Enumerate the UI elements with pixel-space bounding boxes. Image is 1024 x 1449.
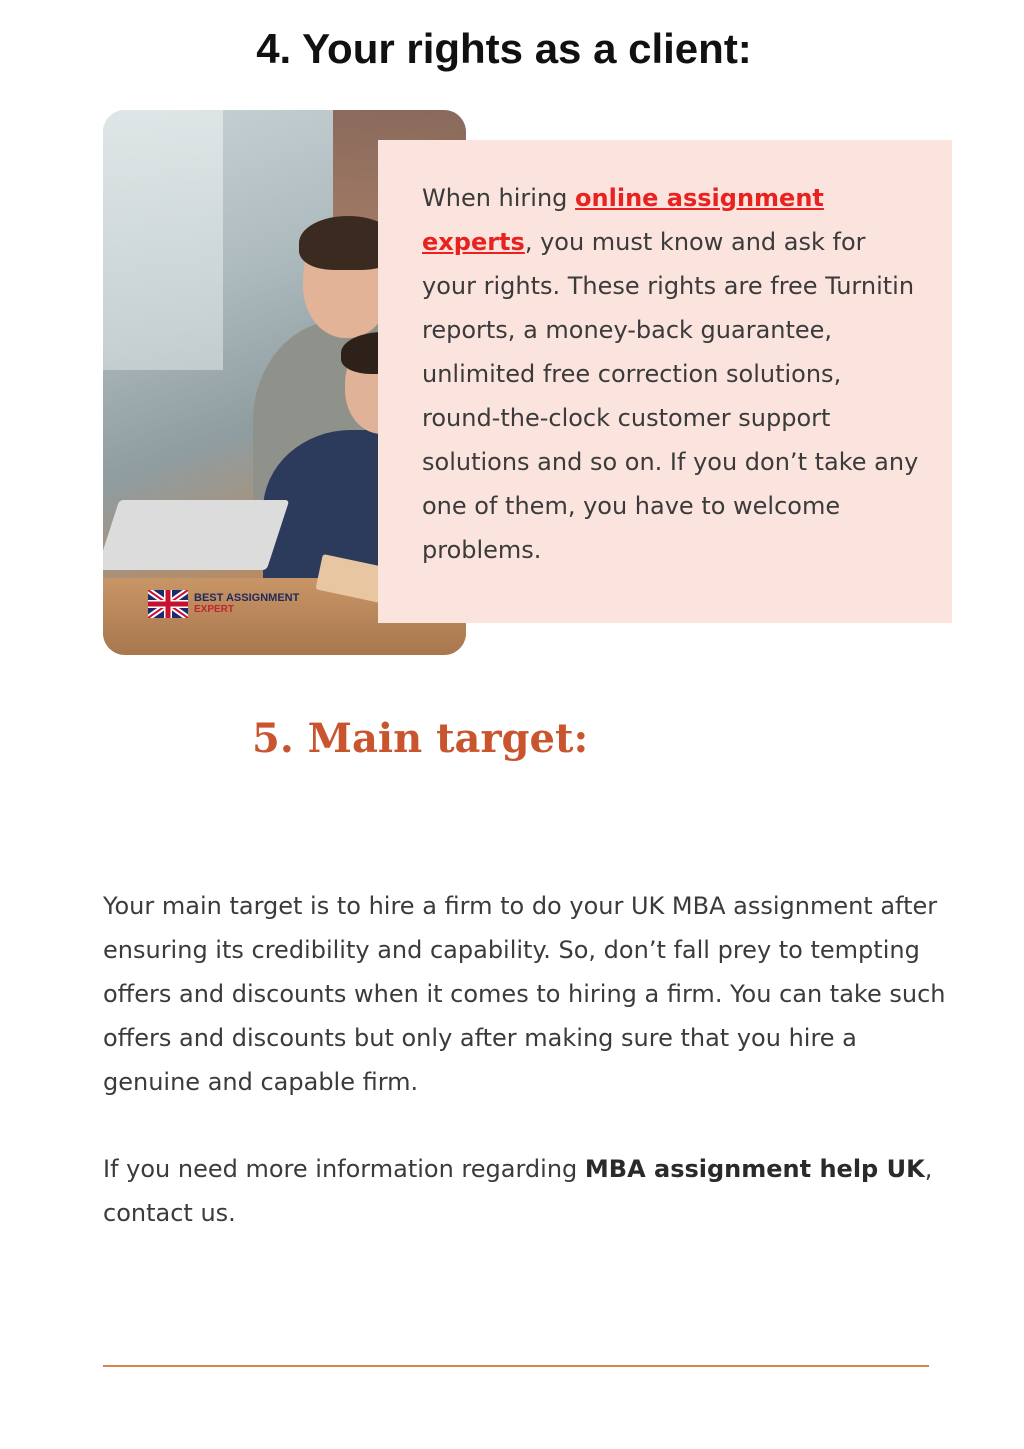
contact-paragraph — [103, 1147, 953, 1235]
rights-callout-box — [378, 140, 952, 623]
photo-window — [103, 110, 223, 370]
contact-lead: If you need more information regarding — [103, 1155, 585, 1183]
contact-tail: , contact us. — [103, 1155, 933, 1227]
rights-body: , you must know and ask for your rights. These rights are free Turnitin reports, a money-back guarantee, unlimited free correction solutions, round-the-clock customer support solutions and so on. If you don’t take any one of them, you have to welcome problems. — [422, 228, 919, 564]
footer-divider — [103, 1365, 929, 1367]
logo-line-2: EXPERT — [194, 604, 235, 615]
main-target-paragraph: Your main target is to hire a firm to do your UK MBA assignment after ensuring its credibility and capability. So, don’t fall prey to tempting offers and discounts when it comes to hiring a firm. You can take such offers and discounts but only after making sure that you hire a genuine and capable firm. — [103, 892, 946, 1096]
photo-laptop — [103, 500, 289, 570]
mba-help-uk-bold: MBA assignment help UK — [584, 1155, 925, 1183]
rights-lead: When hiring — [422, 184, 576, 212]
online-assignment-experts-link[interactable]: online assignment experts — [422, 184, 824, 256]
uk-flag-icon — [148, 590, 188, 618]
best-assignment-expert-logo — [148, 590, 299, 618]
logo-text — [194, 593, 299, 615]
section-5-heading: 5. Main target: — [252, 715, 589, 762]
logo-line-1: BEST ASSIGNMENT — [194, 592, 300, 604]
rights-paragraph — [422, 176, 922, 572]
section-4-heading: 4. Your rights as a client: — [256, 25, 752, 72]
